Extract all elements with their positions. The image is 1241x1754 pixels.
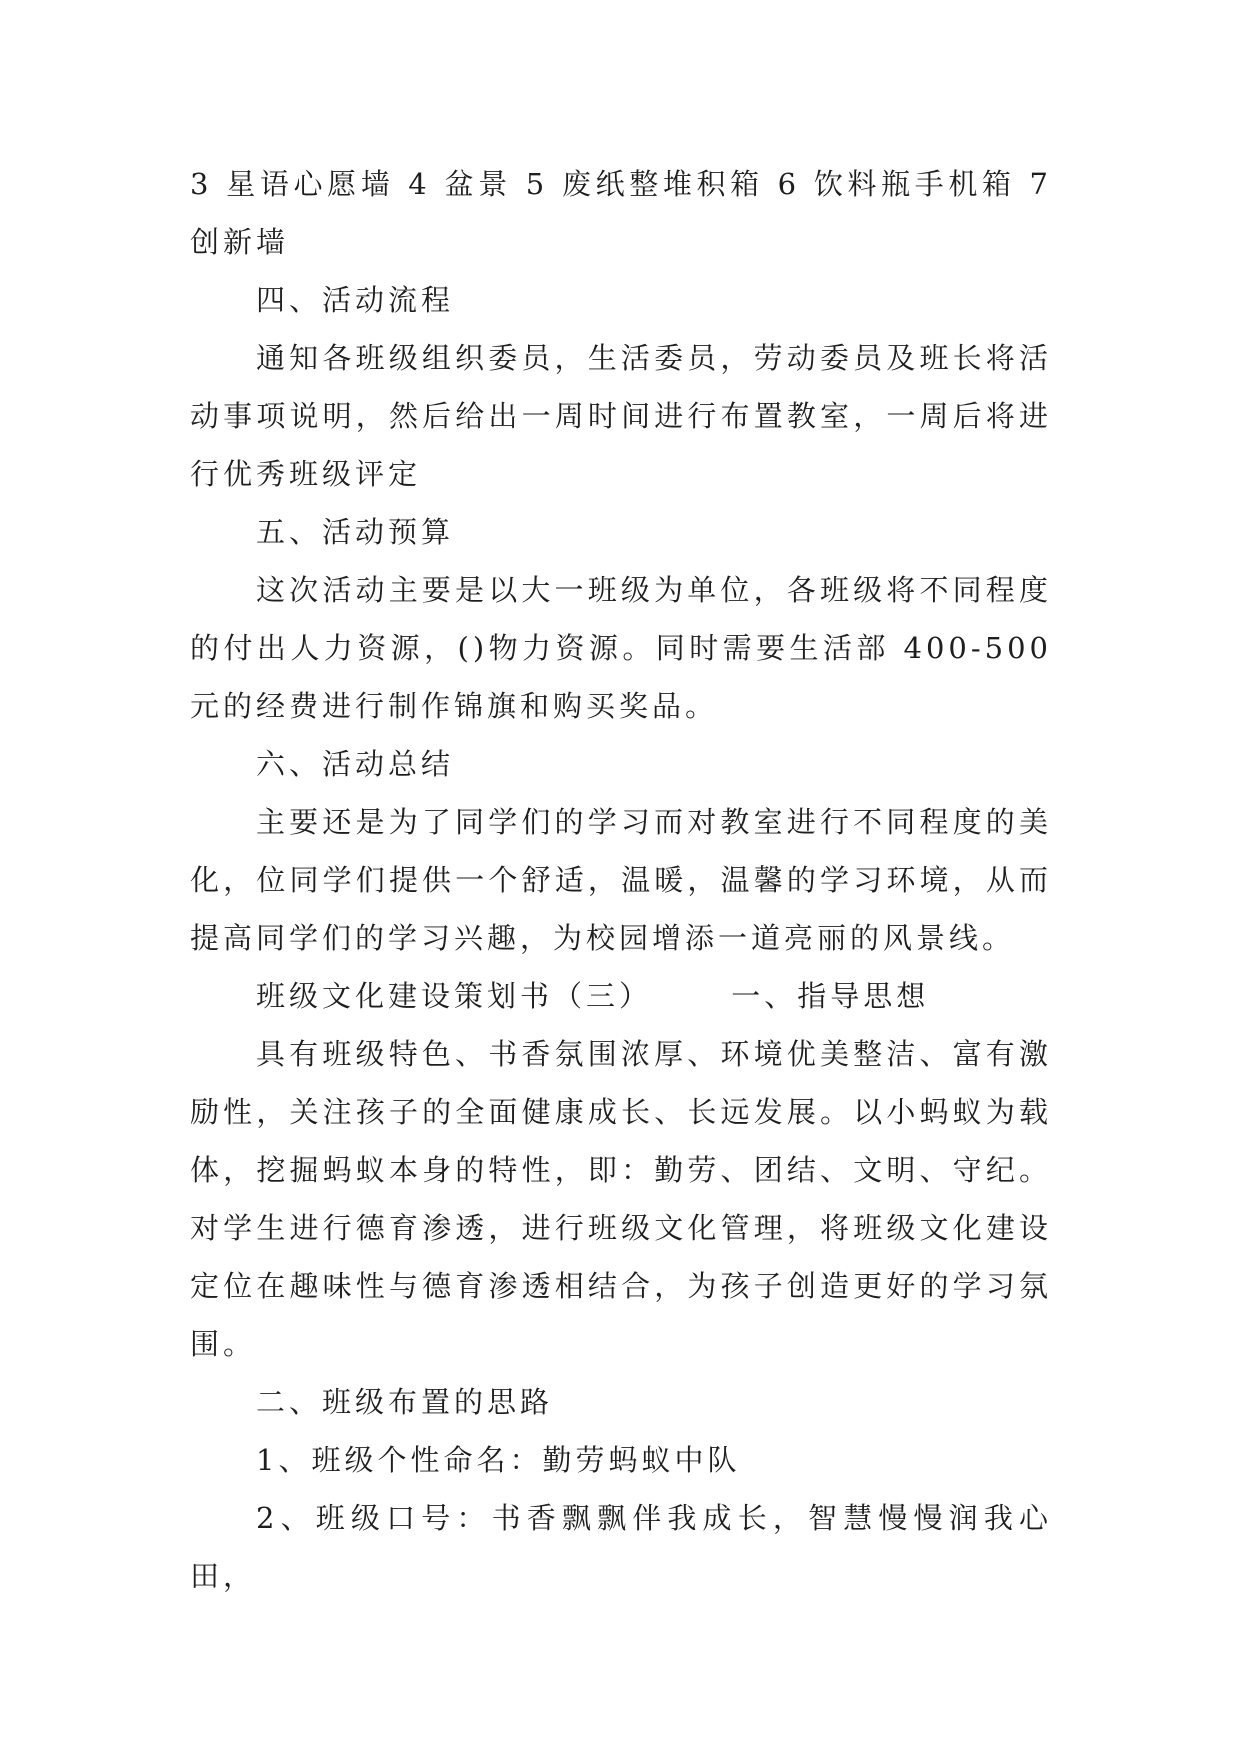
section-heading-plan-three: 班级文化建设策划书（三） 一、指导思想 bbox=[256, 979, 930, 1013]
list-item-class-slogan: 2、班级口号：书香飘飘伴我成长，智慧慢慢润我心田， bbox=[190, 1501, 1052, 1593]
paragraph-activity-process: 通知各班级组织委员，生活委员，劳动委员及班长将活动事项说明，然后给出一周时间进行布置教室，一周后将进行优秀班级评定 bbox=[190, 341, 1052, 491]
section-heading-activity-process: 四、活动流程 bbox=[256, 283, 455, 317]
paragraph-items-list: 3 星语心愿墙 4 盆景 5 废纸整堆积箱 6 饮料瓶手机箱 7 创新墙 bbox=[190, 167, 1052, 259]
document-body bbox=[190, 155, 1052, 1605]
section-heading-activity-budget: 五、活动预算 bbox=[256, 515, 455, 549]
paragraph-activity-budget: 这次活动主要是以大一班级为单位，各班级将不同程度的付出人力资源，()物力资源。同时需要生活部 400-500 元的经费进行制作锦旗和购买奖品。 bbox=[190, 573, 1052, 723]
paragraph-guiding-thought: 具有班级特色、书香氛围浓厚、环境优美整洁、富有激励性，关注孩子的全面健康成长、长远发展。以小蚂蚁为载体，挖掘蚂蚁本身的特性，即：勤劳、团结、文明、守纪。对学生进行德育渗透，进行班级文化管理，将班级文化建设定位在趣味性与德育渗透相结合，为孩子创造更好的学习氛围。 bbox=[190, 1037, 1052, 1361]
paragraph-activity-summary: 主要还是为了同学们的学习而对教室进行不同程度的美化，位同学们提供一个舒适，温暖，温馨的学习环境，从而提高同学们的学习兴趣，为校园增添一道亮丽的风景线。 bbox=[190, 805, 1052, 955]
list-item-class-name: 1、班级个性命名：勤劳蚂蚁中队 bbox=[256, 1443, 741, 1477]
section-heading-layout-ideas: 二、班级布置的思路 bbox=[256, 1385, 554, 1419]
section-heading-activity-summary: 六、活动总结 bbox=[256, 747, 455, 781]
